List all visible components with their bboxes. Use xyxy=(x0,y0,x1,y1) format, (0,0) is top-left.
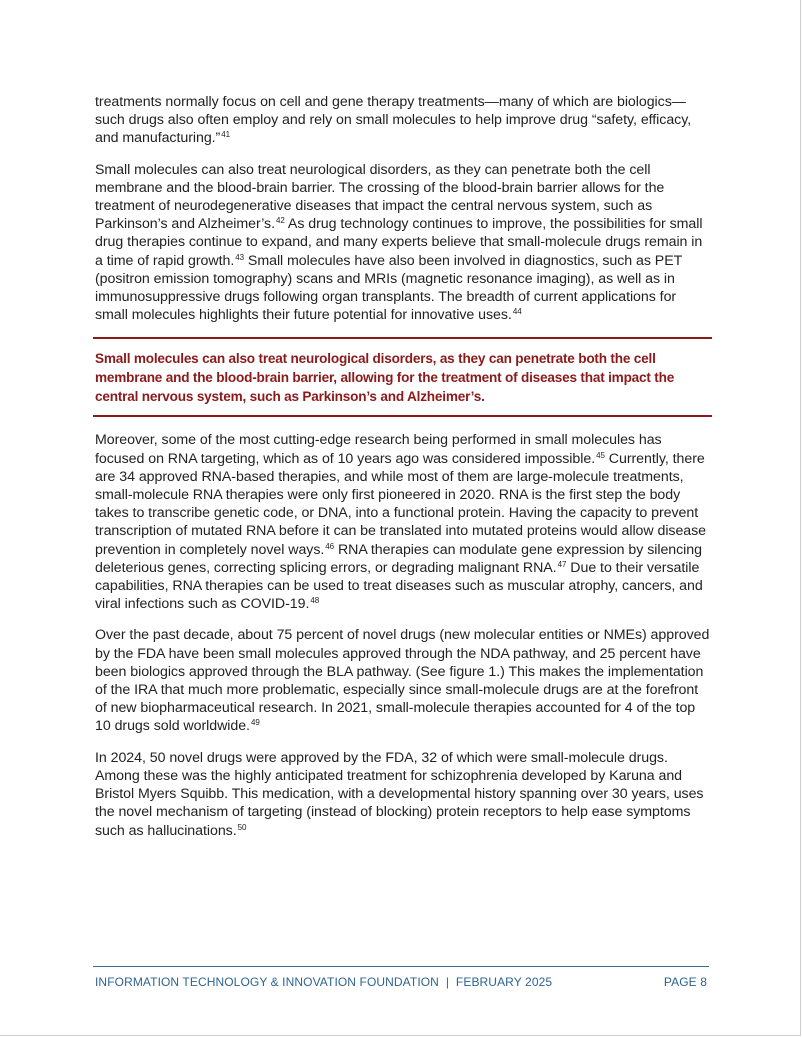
paragraph-text: RNA therapies can modulate gene expression by silencing deleterious genes, correcting splicing errors, or degrading malignant RNA. xyxy=(95,541,702,576)
paragraph-5 xyxy=(95,749,710,840)
footnote-ref[interactable]: 49 xyxy=(250,718,260,728)
paragraph-text: Currently, there are 34 approved RNA-based therapies, and while most of them are large-molecule treatments, small-molecule RNA therapies were only first pioneered in 2020. RNA is the first step the body takes to transcribe genetic code, or DNA, into a functional protein. Having the capacity to prevent transcription of mutated RNA before it can be translated into mutated proteins would allow disease prevention in completely novel ways. xyxy=(95,450,707,558)
footnote-ref[interactable]: 45 xyxy=(596,450,605,460)
paragraph-text: Over the past decade, about 75 percent of novel drugs (new molecular entities or NMEs) approved by the FDA have been small molecules approved through the NDA pathway, and 25 percent have been biologics approved through the BLA pathway. (See figure 1.) This makes the implementation of the IRA that much more problematic, especially since small-molecule drugs are at the forefront of new biopharmaceutical research. In 2021, small-molecule therapies accounted for 4 of the top 10 drugs sold worldwide. xyxy=(95,627,710,735)
paragraph-text: treatments normally focus on cell and gene therapy treatments—many of which are biologics—such drugs also often employ and rely on small molecules to help improve drug “safety, efficacy, and manufacturing.” xyxy=(95,94,692,147)
paragraph-4 xyxy=(95,626,710,735)
pull-quote: Small molecules can also treat neurological disorders, as they can penetrate both the cell membrane and the blood-brain barrier, allowing for the treatment of diseases that impact the central nervous system, such as Parkinson’s and Alzheimer’s. xyxy=(93,337,712,417)
footnote-ref[interactable]: 42 xyxy=(275,216,285,226)
footer-publisher: INFORMATION TECHNOLOGY & INNOVATION FOUNDATION | FEBRUARY 2025 xyxy=(95,975,553,989)
paragraph-text: Small molecules have also been involved in diagnostics, such as PET (positron emission tomography) scans and MRIs (magnetic resonance imaging), as well as in immunosuppressive drugs following organ transplants. The breadth of current applications for small molecules highlights their future potential for innovative uses. xyxy=(95,252,682,324)
footnote-ref[interactable]: 44 xyxy=(512,307,522,317)
paragraph-text: Moreover, some of the most cutting-edge research being performed in small molecules has focused on RNA targeting, which as of 10 years ago was considered impossible. xyxy=(95,432,662,467)
footnote-ref[interactable]: 46 xyxy=(325,541,335,551)
paragraph-3 xyxy=(95,431,710,613)
paragraph-text: Due to their versatile capabilities, RNA therapies can be used to treat diseases such as muscular atrophy, cancers, and viral infections such as COVID-19. xyxy=(95,559,703,613)
paragraph-text: As drug technology continues to improve, the possibilities for small drug therapies continue to expand, and many experts believe that small-molecule drugs remain in a time of rapid growth. xyxy=(95,216,703,269)
paragraph-text: Small molecules can also treat neurological disorders, as they can penetrate both the cell membrane and the blood-brain barrier. The crossing of the blood-brain barrier allows for the treatment of neurodegenerative diseases that impact the central nervous system, such as Parkinson’s and Alzheimer’s. xyxy=(95,161,665,233)
paragraph-1 xyxy=(95,93,710,148)
document-body xyxy=(95,93,710,853)
footnote-ref[interactable]: 48 xyxy=(310,596,320,606)
page-footer xyxy=(93,966,709,989)
paragraph-text: In 2024, 50 novel drugs were approved by the FDA, 32 of which were small-molecule drugs. Among these was the highly anticipated treatment for schizophrenia developed by Karuna and Bristol Myers Squibb. This medication, with a developmental history spanning over 30 years, uses the novel mechanism of targeting (instead of blocking) protein receptors to help ease symptoms such as hallucinations. xyxy=(95,749,704,839)
footnote-ref[interactable]: 50 xyxy=(237,822,247,832)
footnote-ref[interactable]: 43 xyxy=(235,252,245,262)
footnote-ref[interactable]: 41 xyxy=(221,130,231,140)
page-number: PAGE 8 xyxy=(663,975,707,989)
paragraph-2 xyxy=(95,161,710,325)
footnote-ref[interactable]: 47 xyxy=(557,559,567,569)
